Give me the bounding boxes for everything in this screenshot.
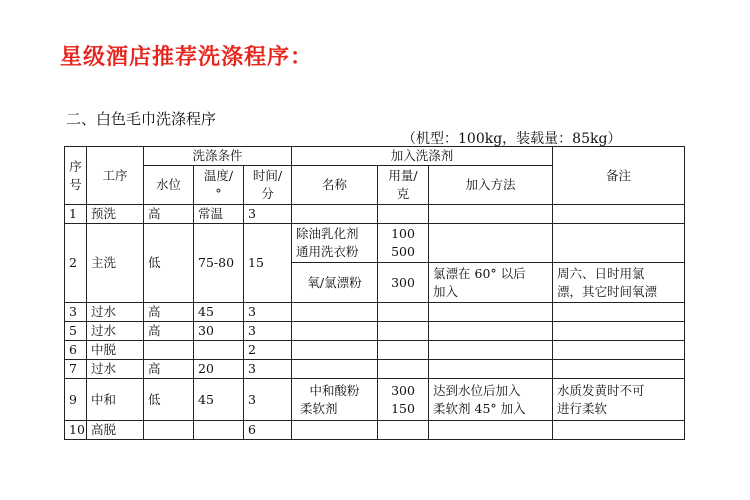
header-row	[65, 147, 685, 166]
cell-remark	[553, 205, 685, 224]
cell-method	[429, 322, 553, 341]
cell-temp: 常温	[194, 205, 244, 224]
header-remarks: 备注	[553, 147, 685, 205]
cell-process: 过水	[87, 360, 144, 379]
cell-no: 9	[65, 379, 87, 421]
cell-remark	[553, 421, 685, 440]
cell-chem-name: 氧/氯漂粉	[292, 263, 378, 303]
cell-chem-amount	[378, 322, 429, 341]
cell-method	[429, 360, 553, 379]
table-row	[65, 341, 685, 360]
cell-no: 7	[65, 360, 87, 379]
cell-water: 低	[144, 379, 194, 421]
section-title: 二、白色毛巾洗涤程序	[66, 110, 217, 128]
cell-time: 3	[244, 205, 292, 224]
cell-process: 过水	[87, 303, 144, 322]
cell-process: 高脱	[87, 421, 144, 440]
cell-chem-amount: 300	[378, 263, 429, 303]
cell-no: 1	[65, 205, 87, 224]
header-water-level: 水位	[144, 166, 194, 205]
cell-method	[429, 421, 553, 440]
header-name: 名称	[292, 166, 378, 205]
table-row	[65, 303, 685, 322]
cell-chem-amount	[378, 360, 429, 379]
cell-process: 中和	[87, 379, 144, 421]
cell-chem-amount	[378, 303, 429, 322]
cell-chem-name	[292, 421, 378, 440]
cell-temp: 20	[194, 360, 244, 379]
cell-method	[429, 341, 553, 360]
cell-process: 主洗	[87, 224, 144, 303]
cell-process: 过水	[87, 322, 144, 341]
cell-temp: 75-80	[194, 224, 244, 303]
cell-chem-name	[292, 205, 378, 224]
cell-chem-name	[292, 341, 378, 360]
cell-method: 氯漂在 60° 以后 加入	[429, 263, 553, 303]
cell-temp: 30	[194, 322, 244, 341]
cell-remark	[553, 303, 685, 322]
header-add-detergent: 加入洗涤剂	[292, 147, 553, 166]
cell-chem-name	[292, 322, 378, 341]
cell-no: 3	[65, 303, 87, 322]
cell-chem-name	[292, 360, 378, 379]
machine-spec: （机型：100kg，装载量：85kg）	[402, 131, 622, 147]
cell-chem-name	[292, 303, 378, 322]
header-dosage: 用量/ 克	[378, 166, 429, 205]
cell-no: 2	[65, 224, 87, 303]
cell-water: 低	[144, 224, 194, 303]
cell-water: 高	[144, 303, 194, 322]
cell-chem-amount: 300 150	[378, 379, 429, 421]
cell-chem-amount	[378, 341, 429, 360]
header-method: 加入方法	[429, 166, 553, 205]
cell-remark: 水质发黄时不可 进行柔软	[553, 379, 685, 421]
cell-time: 3	[244, 379, 292, 421]
cell-method	[429, 205, 553, 224]
cell-method: 达到水位后加入 柔软剂 45° 加入	[429, 379, 553, 421]
cell-time: 15	[244, 224, 292, 303]
cell-water: 高	[144, 205, 194, 224]
cell-method	[429, 303, 553, 322]
table-row	[65, 322, 685, 341]
cell-remark	[553, 322, 685, 341]
cell-remark	[553, 360, 685, 379]
cell-method	[429, 224, 553, 263]
table-row	[65, 379, 685, 421]
cell-no: 10	[65, 421, 87, 440]
cell-time: 3	[244, 303, 292, 322]
cell-temp	[194, 341, 244, 360]
cell-chem-name: 除油乳化剂 通用洗衣粉	[292, 224, 378, 263]
header-process: 工序	[87, 147, 144, 205]
cell-remark	[553, 224, 685, 263]
cell-time: 3	[244, 360, 292, 379]
cell-water: 高	[144, 360, 194, 379]
cell-chem-amount: 100 500	[378, 224, 429, 263]
cell-remark: 周六、日时用氯 漂，其它时间氧漂	[553, 263, 685, 303]
table-row	[65, 224, 685, 263]
cell-chem-amount	[378, 205, 429, 224]
cell-remark	[553, 341, 685, 360]
cell-process: 预洗	[87, 205, 144, 224]
cell-chem-amount	[378, 421, 429, 440]
page-title: 星级酒店推荐洗涤程序：	[60, 45, 314, 70]
cell-no: 5	[65, 322, 87, 341]
header-temperature: 温度/ °	[194, 166, 244, 205]
header-time: 时间/ 分	[244, 166, 292, 205]
cell-temp	[194, 421, 244, 440]
cell-temp: 45	[194, 379, 244, 421]
cell-time: 6	[244, 421, 292, 440]
table-row	[65, 360, 685, 379]
wash-procedure-table	[64, 146, 685, 440]
cell-water	[144, 341, 194, 360]
table-row	[65, 205, 685, 224]
cell-water: 高	[144, 322, 194, 341]
cell-chem-name: 中和酸粉 柔软剂	[292, 379, 378, 421]
header-seq: 序 号	[65, 147, 87, 205]
table-row	[65, 421, 685, 440]
header-wash-conditions: 洗涤条件	[144, 147, 292, 166]
cell-time: 3	[244, 322, 292, 341]
cell-no: 6	[65, 341, 87, 360]
cell-water	[144, 421, 194, 440]
cell-process: 中脱	[87, 341, 144, 360]
cell-temp: 45	[194, 303, 244, 322]
cell-time: 2	[244, 341, 292, 360]
